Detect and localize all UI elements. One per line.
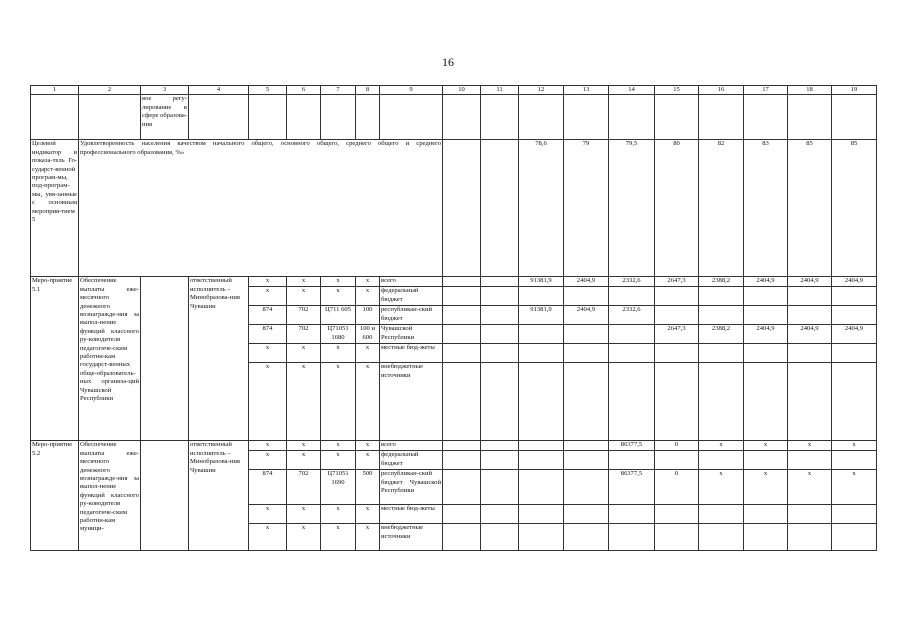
table-cell: 874 (249, 470, 287, 505)
column-header: 14 (609, 86, 655, 95)
amount (699, 344, 744, 363)
column-header: 7 (321, 86, 356, 95)
table-cell (519, 95, 564, 140)
funding-source: республикан-ский бюджет Чувашской Республики (380, 470, 443, 505)
table-cell (380, 95, 443, 140)
table-cell: х (249, 505, 287, 524)
amount (788, 505, 832, 524)
table-cell: 702 (287, 470, 321, 505)
indicator-value: 85 (832, 140, 877, 277)
amount: 0 (655, 470, 699, 505)
table-cell: 702 (287, 325, 321, 344)
amount (832, 287, 877, 306)
table-cell: х (321, 441, 356, 451)
table-cell: х (249, 363, 287, 441)
amount: 2404,9 (744, 277, 788, 287)
amount: 2388,2 (699, 277, 744, 287)
amount (443, 441, 481, 451)
funding-source: местные бюд-жеты (380, 344, 443, 363)
amount: 0 (655, 441, 699, 451)
table-cell: Ц71051 1690 (321, 470, 356, 505)
amount (699, 363, 744, 441)
table-cell: х (249, 277, 287, 287)
amount (443, 344, 481, 363)
table-cell: х (356, 287, 380, 306)
amount (744, 344, 788, 363)
amount (744, 287, 788, 306)
column-header: 10 (443, 86, 481, 95)
amount (564, 451, 609, 470)
amount (443, 451, 481, 470)
table-cell: 874 (249, 325, 287, 344)
amount (564, 441, 609, 451)
amount (744, 451, 788, 470)
table-cell (832, 95, 877, 140)
amount (443, 277, 481, 287)
table-cell: х (287, 441, 321, 451)
column-header: 2 (79, 86, 141, 95)
table-row (31, 441, 877, 451)
table-cell: х (249, 451, 287, 470)
funding-source: федеральный бюджет (380, 451, 443, 470)
amount (832, 524, 877, 551)
measure-name: Обеспечение выплаты еже-месячного денежного вознагражде-ния за выпол-нение функций классного ру-ководителя педагогиче-ским работни-кам государст-венных обще-образователь-ных организа-ций Чувашской Республики (79, 277, 141, 441)
amount (655, 451, 699, 470)
table-cell: х (249, 287, 287, 306)
amount: х (832, 470, 877, 505)
column-header: 11 (481, 86, 519, 95)
table-cell (443, 95, 481, 140)
amount (699, 306, 744, 325)
amount (564, 287, 609, 306)
measure-name: Обеспечение выплаты еже-месячного денежного вознагражде-ния за выпол-нение функций классного ру-ководителя педагогиче-ским работни-кам муници- (79, 441, 141, 551)
amount: 2388,2 (699, 325, 744, 344)
amount (481, 277, 519, 287)
table-row (31, 95, 877, 140)
amount: х (744, 470, 788, 505)
amount: х (699, 470, 744, 505)
budget-table (30, 85, 877, 551)
table-cell: 100 (356, 306, 380, 325)
funding-source: всего (380, 277, 443, 287)
amount (564, 363, 609, 441)
amount (699, 505, 744, 524)
amount (481, 344, 519, 363)
column-header: 1 (31, 86, 79, 95)
table-cell (655, 95, 699, 140)
amount (481, 325, 519, 344)
indicator-value: 85 (788, 140, 832, 277)
indicator-value: 79,5 (609, 140, 655, 277)
column-header: 3 (141, 86, 189, 95)
table-cell: х (249, 524, 287, 551)
table-cell: х (321, 277, 356, 287)
amount: х (832, 441, 877, 451)
amount: 2404,9 (832, 277, 877, 287)
responsible-executor: ответственный исполнитель – Минобразова-ния Чувашии (189, 277, 249, 441)
table-cell (31, 95, 79, 140)
amount (519, 344, 564, 363)
column-header: 4 (189, 86, 249, 95)
table-cell: 874 (249, 306, 287, 325)
indicator-text: Удовлетворенность населения качеством начального общего, основного общего, среднего общего и среднего профессионального образования, %» (79, 140, 443, 277)
funding-source: местные бюд-жеты (380, 505, 443, 524)
amount (609, 344, 655, 363)
table-cell: 500 (356, 470, 380, 505)
amount (788, 363, 832, 441)
amount (519, 505, 564, 524)
amount (832, 505, 877, 524)
amount (744, 306, 788, 325)
amount: 2404,9 (744, 325, 788, 344)
amount (443, 306, 481, 325)
amount (564, 325, 609, 344)
funding-source: внебюджетные источники (380, 524, 443, 551)
amount (481, 287, 519, 306)
table-cell: Ц711 605 (321, 306, 356, 325)
amount (832, 344, 877, 363)
amount: 2404,9 (564, 306, 609, 325)
amount (443, 287, 481, 306)
column-header: 13 (564, 86, 609, 95)
table-cell (287, 95, 321, 140)
table-cell (141, 441, 189, 551)
amount (609, 524, 655, 551)
amount (788, 306, 832, 325)
table-cell (249, 95, 287, 140)
column-header: 6 (287, 86, 321, 95)
table-cell: х (321, 524, 356, 551)
amount (609, 505, 655, 524)
amount: 86377,5 (609, 441, 655, 451)
measure-label: Меро-приятие 5.1 (31, 277, 79, 441)
indicator-value: 83 (744, 140, 788, 277)
table-cell: х (321, 287, 356, 306)
column-header: 17 (744, 86, 788, 95)
funding-source: Чувашской Республики (380, 325, 443, 344)
table-cell (564, 95, 609, 140)
amount (744, 524, 788, 551)
amount: 2332,6 (609, 277, 655, 287)
table-cell: х (356, 505, 380, 524)
table-cell (481, 95, 519, 140)
amount (519, 470, 564, 505)
amount: 2647,3 (655, 277, 699, 287)
indicator-value: 82 (699, 140, 744, 277)
funding-source: внебюджетные источники (380, 363, 443, 441)
amount: 2332,6 (609, 306, 655, 325)
page-number: 16 (442, 55, 454, 69)
table-cell: х (287, 287, 321, 306)
column-header: 8 (356, 86, 380, 95)
funding-source: федеральный бюджет (380, 287, 443, 306)
amount (655, 524, 699, 551)
amount (564, 344, 609, 363)
column-header: 15 (655, 86, 699, 95)
table-cell: х (287, 363, 321, 441)
table-cell: х (287, 524, 321, 551)
amount (832, 363, 877, 441)
funding-source: республикан-ский бюджет (380, 306, 443, 325)
table-cell: х (249, 441, 287, 451)
amount (655, 363, 699, 441)
amount: 2404,9 (564, 277, 609, 287)
amount (481, 524, 519, 551)
amount (832, 306, 877, 325)
amount: 2404,9 (832, 325, 877, 344)
table-cell: х (287, 277, 321, 287)
amount (564, 505, 609, 524)
table-cell: х (321, 363, 356, 441)
amount (744, 363, 788, 441)
amount: х (788, 441, 832, 451)
table-cell: Ц71051 1680 (321, 325, 356, 344)
amount (788, 524, 832, 551)
table-cell (788, 95, 832, 140)
column-header: 16 (699, 86, 744, 95)
table-cell (79, 95, 141, 140)
table-cell (481, 140, 519, 277)
amount (481, 505, 519, 524)
amount: 2404,9 (788, 277, 832, 287)
amount: х (788, 470, 832, 505)
amount (788, 287, 832, 306)
amount (609, 325, 655, 344)
table-cell: х (356, 363, 380, 441)
table-cell: х (321, 505, 356, 524)
indicator-value: 80 (655, 140, 699, 277)
column-header: 19 (832, 86, 877, 95)
amount (481, 441, 519, 451)
table-cell: х (356, 344, 380, 363)
amount (481, 306, 519, 325)
table-cell (321, 95, 356, 140)
amount (744, 505, 788, 524)
amount (519, 287, 564, 306)
amount (481, 363, 519, 441)
indicator-row (31, 140, 877, 277)
amount: 91381,9 (519, 306, 564, 325)
table-cell: х (356, 451, 380, 470)
table-cell (443, 140, 481, 277)
table-cell: х (356, 277, 380, 287)
table-cell (141, 277, 189, 441)
amount (699, 524, 744, 551)
table-cell (699, 95, 744, 140)
amount (832, 451, 877, 470)
amount (519, 524, 564, 551)
column-header: 5 (249, 86, 287, 95)
table-cell: 100 и 600 (356, 325, 380, 344)
amount (564, 524, 609, 551)
amount: 2647,3 (655, 325, 699, 344)
table-cell (189, 95, 249, 140)
header-row (31, 86, 877, 95)
table-cell: х (287, 505, 321, 524)
amount (655, 344, 699, 363)
table-cell: х (249, 344, 287, 363)
amount (481, 451, 519, 470)
amount (609, 451, 655, 470)
funding-source: всего (380, 441, 443, 451)
amount (655, 287, 699, 306)
table-cell: х (356, 524, 380, 551)
table-cell: х (287, 344, 321, 363)
indicator-value: 78,6 (519, 140, 564, 277)
amount (519, 363, 564, 441)
table-row (31, 277, 877, 287)
table-cell (356, 95, 380, 140)
measure-label: Меро-приятие 5.2 (31, 441, 79, 551)
amount (788, 344, 832, 363)
table-cell: х (287, 451, 321, 470)
amount (564, 470, 609, 505)
amount (443, 470, 481, 505)
responsible-executor: ответственный исполнитель – Минобразова-ния Чувашии (189, 441, 249, 551)
amount: 2404,9 (788, 325, 832, 344)
amount (519, 451, 564, 470)
column-header: 9 (380, 86, 443, 95)
amount (519, 325, 564, 344)
table-cell (609, 95, 655, 140)
indicator-label: Целевой индикатор и показа-тель Го-сударст-венной програм-мы, под-програм-мы, увя-занные с основным мероприя-тием 5 (31, 140, 79, 277)
amount (519, 441, 564, 451)
amount (481, 470, 519, 505)
amount (443, 325, 481, 344)
amount (443, 505, 481, 524)
amount (788, 451, 832, 470)
table-cell (744, 95, 788, 140)
table-cell: х (321, 451, 356, 470)
column-header: 18 (788, 86, 832, 95)
indicator-value: 79 (564, 140, 609, 277)
amount (609, 287, 655, 306)
amount (655, 306, 699, 325)
amount: 91381,9 (519, 277, 564, 287)
table-cell: х (356, 441, 380, 451)
amount: х (744, 441, 788, 451)
table-cell: х (321, 344, 356, 363)
amount (699, 451, 744, 470)
column-header: 12 (519, 86, 564, 95)
amount: х (699, 441, 744, 451)
table-cell: вое регу-лирование в сфере образова-ния (141, 95, 189, 140)
amount (443, 363, 481, 441)
amount (443, 524, 481, 551)
table-cell: 702 (287, 306, 321, 325)
amount (655, 505, 699, 524)
amount: 86377,5 (609, 470, 655, 505)
amount (699, 287, 744, 306)
amount (609, 363, 655, 441)
